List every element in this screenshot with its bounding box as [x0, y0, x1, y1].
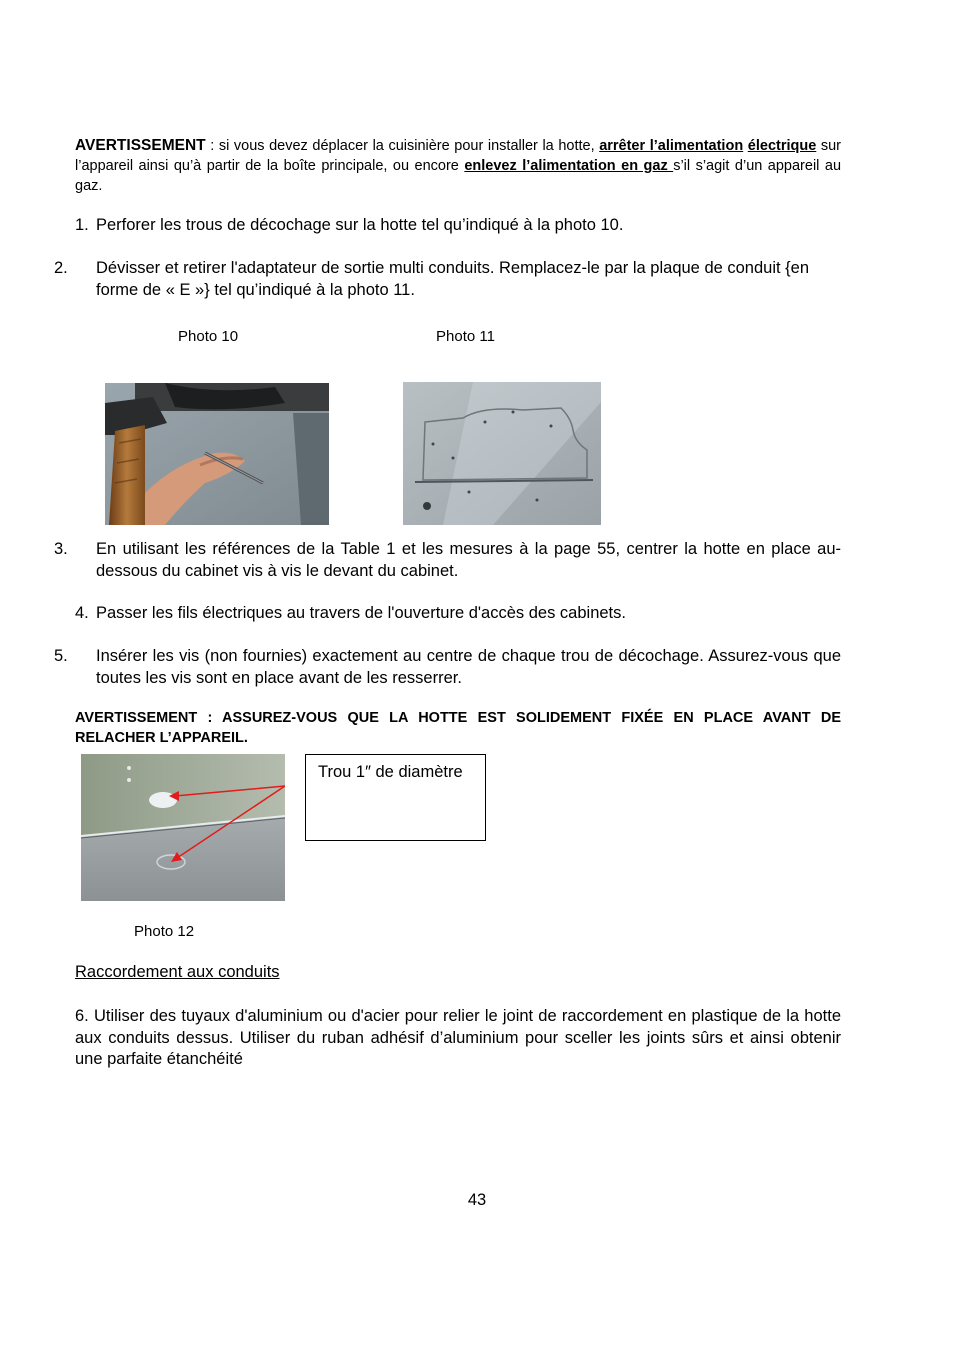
page-number: 43 [467, 1191, 487, 1209]
photo-12-image [81, 754, 285, 901]
hole-diameter-callout [305, 754, 486, 841]
photo-10-caption: Photo 10 [178, 328, 239, 345]
photo-11-caption: Photo 11 [436, 328, 495, 345]
step-number: 6. [75, 1007, 89, 1025]
step-text: Passer les fils électriques au travers de l'ouverture d'accès des cabinets. [96, 604, 626, 622]
step-text: Utiliser des tuyaux d'aluminium ou d'acier pour relier le joint de raccordement en plastique de la hotte aux conduits dessus. Utiliser du ruban adhésif d’aluminium pour sceller les joints sûrs et ainsi obtenir une parfaite étanchéité [75, 1007, 841, 1068]
step-2 [54, 258, 841, 301]
photo-10-image [105, 383, 329, 525]
section-title: Raccordement aux conduits [75, 963, 280, 981]
step-6 [75, 1006, 841, 1071]
step-text: Dévisser et retirer l'adaptateur de sortie multi conduits. Remplacez-le par la plaque de conduit {en forme de « E »} tel qu’indiqué à la photo 11. [96, 259, 810, 299]
step-4 [75, 603, 841, 625]
warning-text: s’il s’agit d’un appareil au gaz. [75, 158, 842, 194]
warning-secure-hood: AVERTISSEMENT : ASSUREZ-VOUS QUE LA HOTTE EST SOLIDEMENT FIXÉE EN PLACE AVANT DE RELACHER L’APPAREIL. [75, 710, 841, 746]
step-number: 1. [75, 216, 89, 234]
warning-emphasis: enlevez l’alimentation en gaz [464, 158, 674, 174]
step-3 [54, 539, 841, 582]
callout-text: Trou 1″ de diamètre [318, 763, 463, 781]
step-text: En utilisant les références de la Table 1 et les mesures à la page 55, centrer la hotte en place au-dessous du cabinet vis à vis le devant du cabinet. [96, 540, 841, 580]
warning-paragraph [75, 136, 841, 196]
warning-emphasis: électrique [747, 138, 817, 154]
warning-emphasis: arrêter l’alimentation [599, 138, 744, 154]
photo-12-caption: Photo 12 [134, 923, 195, 940]
step-text: Insérer les vis (non fournies) exactement au centre de chaque trou de décochage. Assurez-vous que toutes les vis sont en place avant de les resserrer. [96, 647, 841, 687]
warning-text: : si vous devez déplacer la cuisinière pour installer la hotte, [205, 138, 600, 154]
warning-text: sur l’appareil ainsi qu’à partir de la boîte principale, ou encore [75, 138, 842, 174]
step-number: 2. [54, 259, 68, 277]
step-5 [54, 646, 841, 689]
step-number: 4. [75, 604, 89, 622]
warning-lead: AVERTISSEMENT [75, 137, 206, 154]
step-text: Perforer les trous de décochage sur la hotte tel qu’indiqué à la photo 10. [96, 216, 624, 234]
step-number: 5. [54, 647, 68, 665]
step-1 [75, 215, 841, 237]
step-number: 3. [54, 540, 68, 558]
photo-11-image [403, 382, 601, 525]
